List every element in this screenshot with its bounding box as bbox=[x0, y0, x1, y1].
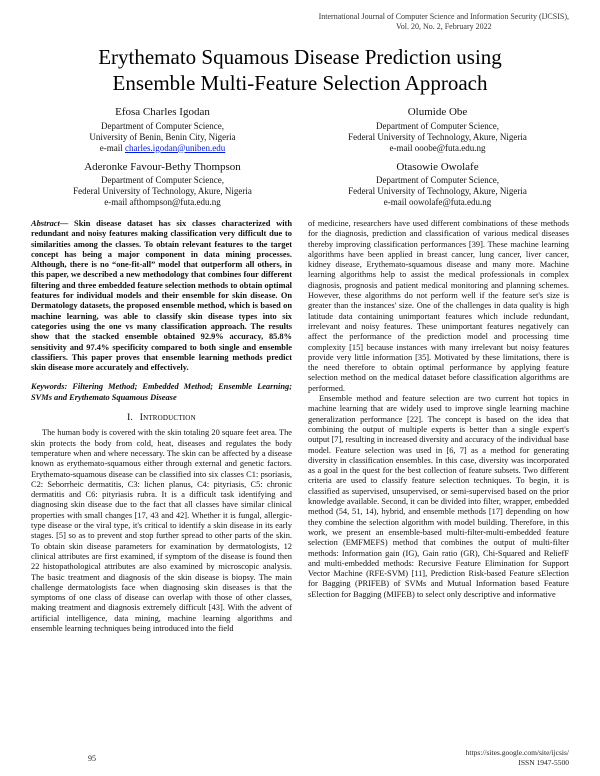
email-label: e-mail bbox=[99, 142, 125, 153]
email-text: oowolafe@futa.edu.ng bbox=[408, 197, 492, 207]
email-text: afthompson@futa.edu.ng bbox=[129, 197, 221, 207]
paper-title: Erythemato Squamous Disease Prediction using Ensemble Multi-Feature Selection Approach bbox=[98, 45, 502, 95]
footer-issn: ISSN 1947-5500 bbox=[518, 757, 569, 767]
email-label: e-mail bbox=[104, 197, 130, 207]
intro-paragraph: The human body is covered with the skin totaling 20 square feet area. The skin protects the body from cold, heat, diseases and regulates the body temperature when and where necessary. The skin can be affected by a disease known as erythemato-squamous either through external and genetic factors. Erythemato-squamous disease can be classified into six classes C1: psoriasis, C2: Seborrheic dermatitis, C3: lichen planus, C4: pityriasis, C5: chronic dermatitis and C6: pityriasis rubra. It is a difficult task identifying and diagnosing skin disease due to the fact that all classes have similar clinical properties with small changes [17, 43 and 42]. Whether it is fungal, allergic-type disease or the viral type, it's critical to identify a skin disease in its early stages. [5] so as to prevent and stop further spread to other parts of the skin. To obtain skin disease parameters for examination by dermatologists, 12 clinical attributes are first examined, if symptom of the disease is found then 22 histopathological attributes are also examined by microscopic analysis. The basic treatment and diagnosis of the skin disease is biopsy. The main challenge dermatologists face when diagnosing skin diseases is that the symptoms of one class of disease can overlap with those of other classes, making treatment and diagnosis extremely difficult [43]. With the advent of artificial intelligence, data mining, machine learning algorithms and ensemble learning techniques being introduced into the field bbox=[31, 428, 292, 633]
keywords: Keywords: Filtering Method; Embedded Method; Ensemble Learning; SVMs and Erythemato Squamous Disease bbox=[31, 382, 292, 402]
right-paragraph-1: of medicine, researchers have used different combinations of these methods for the diagnosis, prediction and classification of various medical diseases thereby improving classification performances [39]. These machine learning algorithms have been applied in breast cancer, lung cancer, liver cancer, kidney disease, Erythemato-squamous disease and many more. Machine learning algorithms help to assist the medical professionals in complex diagnosis, prognosis and patient medical monitoring and planning schemes. However, these algorithms do not perform well if the feature set's size is greater than the instances' size. One of the challenges in data quality is high latitude data containing unimportant features which include redundant, irrelevant and noisy features. These unimportant features negatively can affect the performance of the prediction model and processing time complexity [15] because instances with many irrelevant but noisy features provide very little information [35]. Motivated by these limitations, there is the need therefore to obtain optimal performance by applying feature selection method on the medical dataset before classification algorithms are performed. bbox=[308, 219, 569, 393]
journal-header-line1: International Journal of Computer Science and Information Security (IJCSIS), bbox=[318, 12, 569, 21]
author-email bbox=[31, 143, 294, 154]
author-name: Otasowie Owolafe bbox=[396, 160, 479, 173]
body-columns bbox=[31, 219, 569, 634]
author-affiliation-line1: Department of Computer Science, bbox=[101, 120, 224, 131]
email-link[interactable]: charles.igodan@uniben.edu bbox=[124, 142, 226, 153]
email-label: e-mail bbox=[383, 197, 409, 207]
footer-url: https://sites.google.com/site/ijcsis/ bbox=[465, 748, 569, 757]
author-block bbox=[306, 161, 569, 209]
left-column bbox=[31, 219, 292, 634]
journal-header-line2: Vol. 20, No. 2, February 2022 bbox=[395, 21, 492, 31]
author-name: Efosa Charles Igodan bbox=[115, 106, 210, 118]
author-name: Olumide Obe bbox=[407, 106, 468, 118]
abstract-text: Skin disease dataset has six classes characterized with redundant and noisy features making classification very difficult due to similarities among the classes. To obtain relevant features to the target concept has being a major component in data mining processes. Although, there is no “one-fit-all” model that outperform all others, in this paper, we described a new methodology that combines four different filtering and three embedded feature selection methods to obtain optimal features for individual models and their ensemble for skin disease. On Dermatology datasets, the proposed ensemble method, which is based on machine learning, was able to classify skin disease types into six categories using the one vs many classification approach. The results show that the stacked ensemble obtained 92.9% accuracy, 85.8% sensitivity and 97.4% specificity compared to both single and ensemble classifiers. This paper proves that ensemble learning methods predict skin disease more accurately and effectively. bbox=[31, 219, 292, 373]
section-title: Introduction bbox=[139, 413, 196, 424]
author-affiliation-line2: Federal University of Technology, Akure, Nigeria bbox=[348, 186, 527, 196]
author-block bbox=[31, 161, 294, 209]
email-label: e-mail bbox=[389, 142, 415, 153]
author-affiliation-line2: University of Benin, Benin City, Nigeria bbox=[89, 131, 236, 142]
author-email bbox=[31, 197, 294, 208]
journal-header bbox=[319, 12, 569, 31]
authors-grid bbox=[31, 106, 569, 208]
abstract bbox=[31, 219, 292, 373]
author-name: Aderonke Favour-Bethy Thompson bbox=[84, 160, 241, 173]
author-affiliation-line1: Department of Computer Science, bbox=[376, 120, 499, 131]
right-paragraph-2: Ensemble method and feature selection are two current hot topics in machine learning that are widely used to improve single learning machine generalization performance [22]. The concept is based on the idea that combining the output of multiple experts is better than a single expert's output [7], resulting in increased diversity and accuracy of the individual base model. Feature selection was used in [6, 7] as a method for generating diversity in classification ensembles. In this case, diversity was incorporated as a goal in the quest for the best collection of feature subsets. Two different criteria are used to classify feature selection techniques. To begin, it is classified as supervised, unsupervised, or semi-supervised based on the prior knowledge available. Second, it can be divided into filter, wrapper, embedded method (54, 51, 14), hybrid, and ensemble methods [17] depending on how they combine the selection algorithm with model building. Therefore, in this work, we present an ensemble-based multi-filter-multi-embedded feature selection (EMFMEFS) method that combines the output of multi-filter methods: Information gain (IG), Gain ratio (GR), Chi-Squared and ReliefF and multi-embedded methods: Recursive Feature Elimination for Support Vector Machine (RFE-SVM) [11], Prediction Risk-based Feature sElection for Bagging (PRIFEB) of SVMs and Mutual Information based Feature sElection for Bagging (MIFEB) to select only descriptive and informative bbox=[308, 394, 569, 599]
abstract-label: Abstract— bbox=[31, 219, 75, 228]
author-email bbox=[306, 143, 569, 154]
author-block bbox=[31, 106, 294, 154]
footer-page-number: 95 bbox=[88, 754, 96, 763]
section-heading bbox=[31, 413, 292, 423]
author-block bbox=[306, 106, 569, 154]
author-affiliation-line2: Federal University of Technology, Akure, Nigeria bbox=[348, 131, 527, 142]
author-email bbox=[306, 197, 569, 208]
author-affiliation-line2: Federal University of Technology, Akure, Nigeria bbox=[73, 186, 252, 196]
email-text: ooobe@futa.edu.ng bbox=[414, 142, 486, 153]
author-affiliation-line1: Department of Computer Science, bbox=[101, 175, 224, 185]
author-affiliation-line1: Department of Computer Science, bbox=[376, 175, 499, 185]
right-column bbox=[308, 219, 569, 634]
footer-publisher-info bbox=[466, 748, 569, 767]
section-number: I. bbox=[127, 413, 133, 424]
